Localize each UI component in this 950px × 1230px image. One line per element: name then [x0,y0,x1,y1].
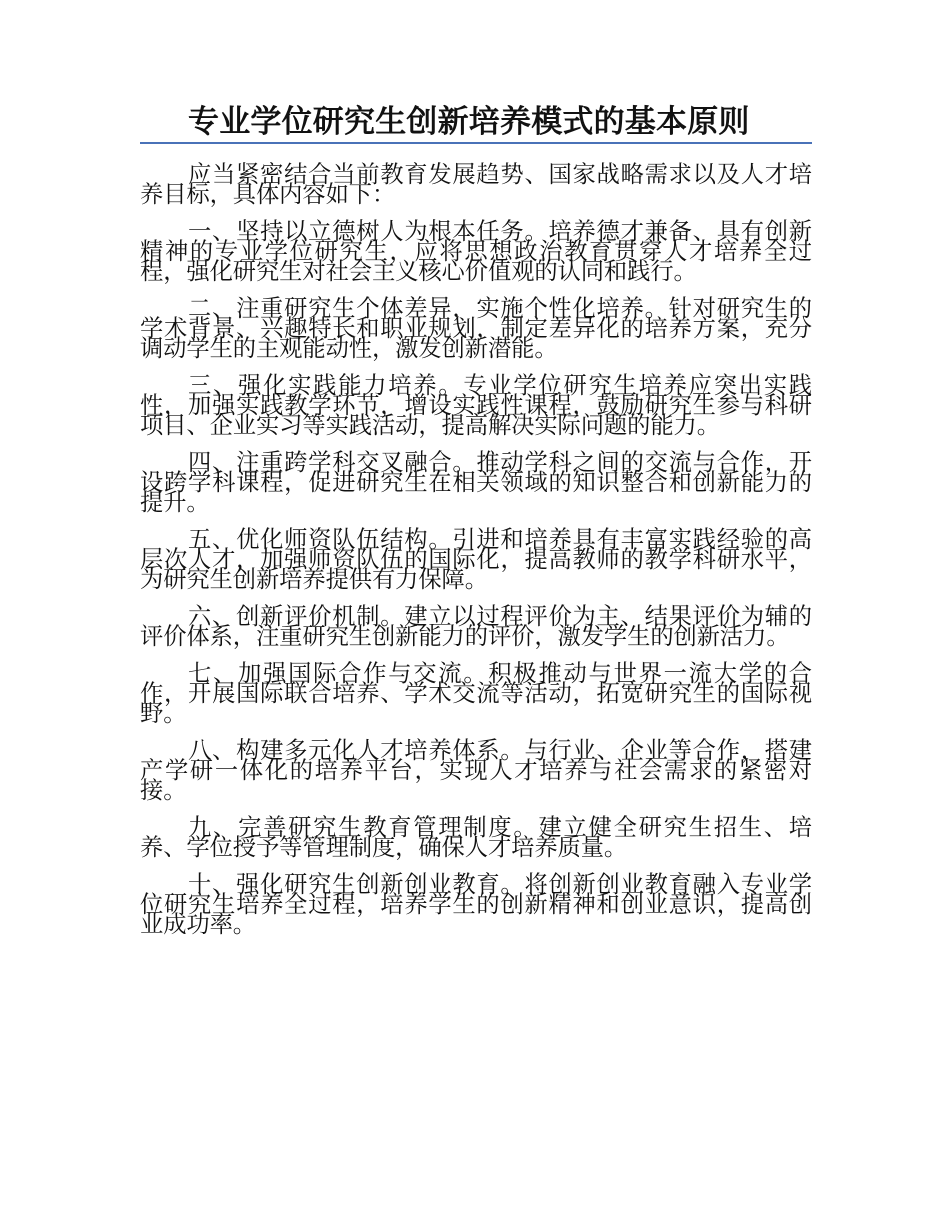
principle-paragraph-4: 四、注重跨学科交叉融合。推动学科之间的交流与合作，开设跨学科课程，促进研究生在相关领域的知识整合和创新能力的提升。 [140,449,812,516]
principle-paragraph-7: 七、加强国际合作与交流。积极推动与世界一流大学的合作，开展国际联合培养、学术交流等活动，拓宽研究生的国际视野。 [140,660,812,727]
document-title: 专业学位研究生创新培养模式的基本原则 [188,104,750,140]
principle-paragraph-5: 五、优化师资队伍结构。引进和培养具有丰富实践经验的高层次人才，加强师资队伍的国际化，提高教师的教学科研水平，为研究生创新培养提供有力保障。 [140,526,812,593]
title-block [140,100,812,144]
principle-paragraph-6: 六、创新评价机制。建立以过程评价为主、结果评价为辅的评价体系，注重研究生创新能力的评价，激发学生的创新活力。 [140,603,812,650]
principle-paragraph-10: 十、强化研究生创新创业教育。将创新创业教育融入专业学位研究生培养全过程，培养学生的创新精神和创业意识，提高创业成功率。 [140,871,812,938]
intro-paragraph: 应当紧密结合当前教育发展趋势、国家战略需求以及人才培养目标，具体内容如下： [140,161,812,208]
principle-paragraph-9: 九、完善研究生教育管理制度。建立健全研究生招生、培养、学位授予等管理制度，确保人才培养质量。 [140,814,812,861]
principle-paragraph-1: 一、坚持以立德树人为根本任务。培养德才兼备、具有创新精神的专业学位研究生，应将思想政治教育贯穿人才培养全过程，强化研究生对社会主义核心价值观的认同和践行。 [140,218,812,285]
document-page [140,100,812,938]
principle-paragraph-2: 二、注重研究生个体差异，实施个性化培养。针对研究生的学术背景、兴趣特长和职业规划，制定差异化的培养方案，充分调动学生的主观能动性，激发创新潜能。 [140,295,812,362]
principle-paragraph-3: 三、强化实践能力培养。专业学位研究生培养应突出实践性，加强实践教学环节，增设实践性课程，鼓励研究生参与科研项目、企业实习等实践活动，提高解决实际问题的能力。 [140,372,812,439]
principle-paragraph-8: 八、构建多元化人才培养体系。与行业、企业等合作，搭建产学研一体化的培养平台，实现人才培养与社会需求的紧密对接。 [140,737,812,804]
